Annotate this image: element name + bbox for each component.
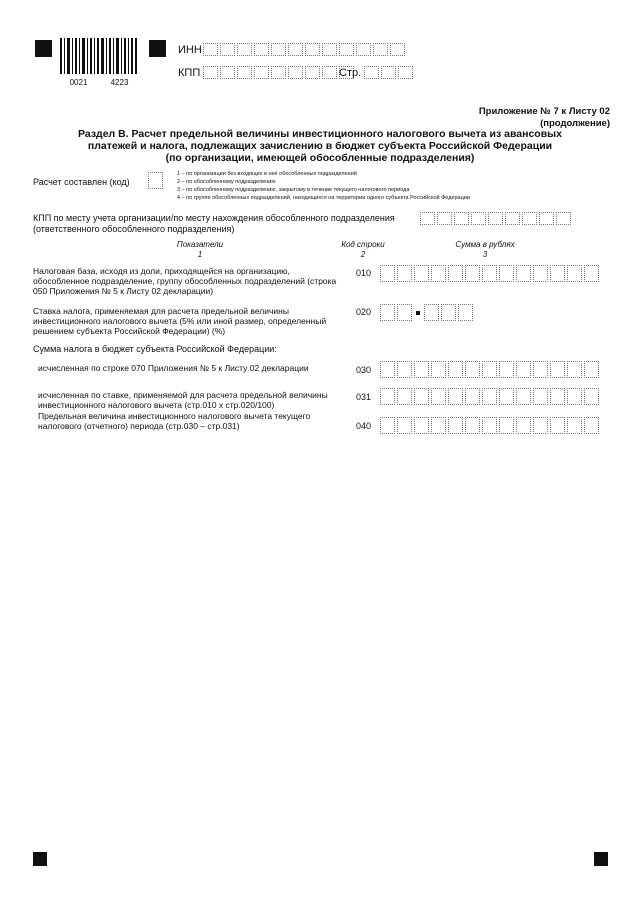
column-sum-title: Сумма в рублях [455, 240, 515, 249]
calc-code-option-1: 1 – по организации без входящих в неё обособленных подразделений [177, 171, 357, 177]
barcode-bars [58, 38, 140, 74]
inn-field[interactable] [203, 43, 407, 56]
column-code-number: 2 [360, 250, 366, 259]
row-010-line-2: обособленное подразделение, группу обособленных подразделений (строка [33, 276, 337, 286]
page-number-field[interactable] [364, 66, 415, 79]
section-title-line-1: Раздел В. Расчет предельной величины инвестиционного налогового вычета из авансовых [78, 128, 562, 140]
kpp-place-line-1: КПП по месту учета организации/по месту нахождения обособленного подразделения [33, 213, 395, 223]
row-010-line-3: 050 Приложения № 5 к Листу 02 декларации) [33, 286, 214, 296]
row-010-value-field[interactable] [380, 265, 601, 282]
row-020-code: 020 [356, 307, 372, 317]
row-031-line-1: исчисленная по ставке, применяемой для расчета предельной величины [38, 390, 328, 400]
kpp-place-field[interactable] [420, 212, 573, 225]
row-010-line-1: Налоговая база, исходя из доли, приходящейся на организацию, [33, 266, 290, 276]
row-031-code: 031 [356, 392, 372, 402]
row-040-line-1: Предельная величина инвестиционного налогового вычета текущего [38, 411, 311, 421]
row-030-label [38, 363, 309, 373]
row-010-code: 010 [356, 268, 372, 278]
calc-code-label: Расчет составлен (код) [33, 177, 130, 187]
barcode [58, 38, 140, 87]
row-020-label [33, 306, 326, 336]
column-code-title: Код строки [341, 240, 385, 249]
row-030-code: 030 [356, 365, 372, 375]
calc-code-options [177, 170, 470, 202]
section-title-line-3: (по организации, имеющей обособленные подразделения) [165, 152, 475, 164]
row-020-line-1: Ставка налога, применяемая для расчета предельной величины [33, 306, 289, 316]
decimal-point-mark [416, 311, 420, 315]
calc-code-field[interactable] [148, 172, 165, 189]
row-020-line-3: решением субъекта Российской Федерации) (%) [33, 326, 226, 336]
row-031-line-2: инвестиционного налогового вычета (стр.010 х стр.020/100) [38, 400, 275, 410]
continuation-note: (продолжение) [540, 118, 610, 129]
calc-code-option-3: 3 – по обособленному подразделению, закрытому в течение текущего налогового периода [177, 187, 410, 193]
row-031-value-field[interactable] [380, 388, 601, 405]
row-020-value-field[interactable] [380, 304, 475, 321]
calc-code-option-4: 4 – по группе обособленных подразделений, находящихся на территории одного субъекта Российской Федерации [177, 195, 470, 201]
column-header-sum [430, 240, 540, 260]
kpp-place-label [33, 213, 395, 235]
row-040-line-2: налогового (отчетного) периода (стр.030 – стр.031) [38, 421, 240, 431]
inn-label: ИНН [178, 44, 202, 56]
column-indicators-title: Показатели [176, 240, 224, 249]
tax-sum-subheading: Сумма налога в бюджет субъекта Российской Федерации: [33, 344, 277, 354]
column-header-indicators [120, 240, 280, 260]
column-sum-number: 3 [482, 250, 488, 259]
row-040-value-field[interactable] [380, 417, 601, 434]
calc-code-option-2: 2 – по обособленному подразделению [177, 179, 276, 185]
page-label: Стр. [339, 67, 362, 79]
row-030-value-field[interactable] [380, 361, 601, 378]
kpp-place-line-2: (ответственного обособленного подразделения) [33, 224, 235, 234]
registration-marker-bottom-left [33, 852, 47, 866]
appendix-reference: Приложение № 7 к Листу 02 [478, 106, 610, 117]
column-indicators-number: 1 [197, 250, 203, 259]
kpp-label: КПП [178, 67, 201, 79]
row-040-code: 040 [356, 421, 372, 431]
section-title-line-2: платежей и налога, подлежащих зачислению в бюджет субъекта Российской Федерации [87, 140, 553, 152]
barcode-number-2: 4223 [110, 78, 129, 87]
registration-marker-top-right [149, 40, 166, 57]
kpp-field[interactable] [203, 66, 356, 79]
barcode-number-1: 0021 [69, 78, 88, 87]
row-031-label [38, 390, 328, 410]
row-040-label [38, 411, 310, 431]
section-title [0, 128, 640, 164]
row-020-line-2: инвестиционного налогового вычета (5% или иной размер, определенный [33, 316, 327, 326]
row-030-line-1: исчисленная по строке 070 Приложения № 5 к Листу 02 декларации [38, 363, 309, 373]
registration-marker-bottom-right [594, 852, 608, 866]
registration-marker-top-left [35, 40, 52, 57]
column-header-code [323, 240, 403, 260]
row-010-label [33, 266, 336, 296]
